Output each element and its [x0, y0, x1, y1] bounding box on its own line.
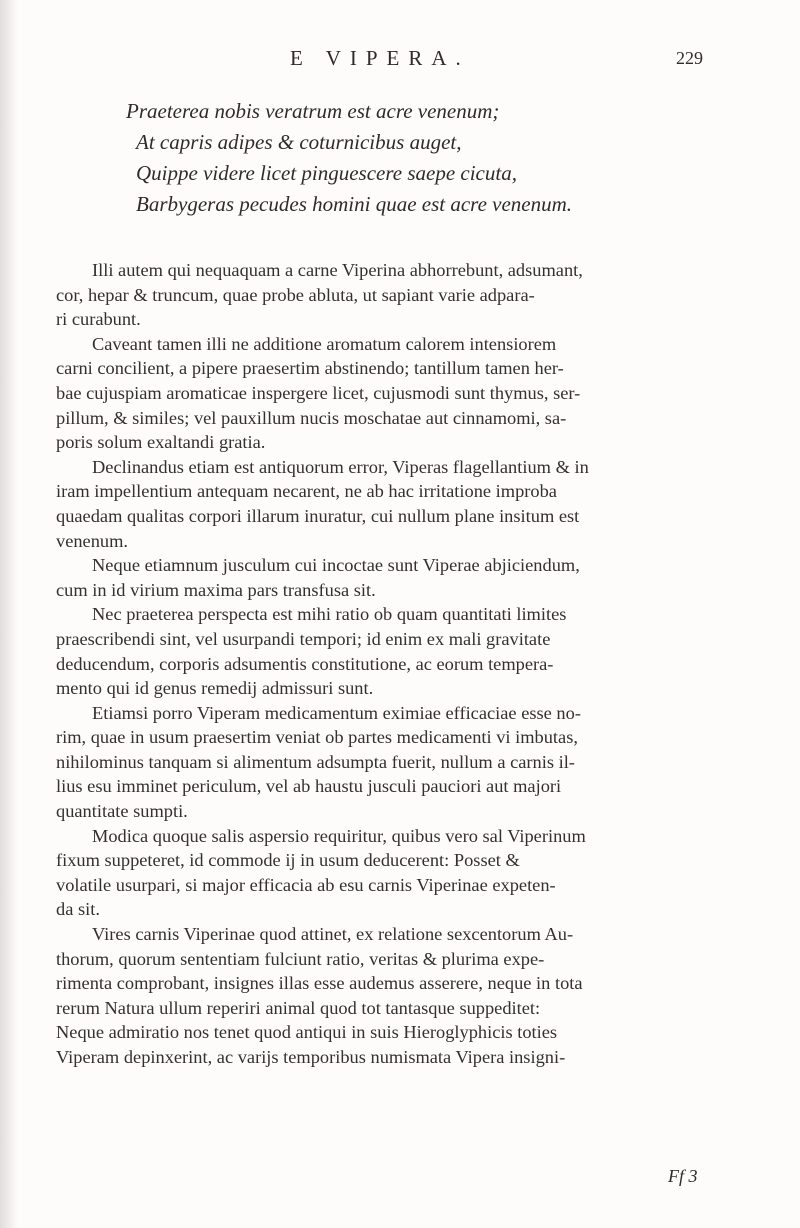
text-line: nihilominus tanquam si alimentum adsumpta fuerit, nullum a carnis il-	[56, 751, 575, 772]
paragraph	[56, 553, 768, 602]
paragraph	[56, 332, 768, 455]
text-line: Modica quoque salis aspersio requiritur, quibus vero sal Viperinum	[92, 825, 586, 846]
paragraph	[56, 602, 768, 700]
text-line: Declinandus etiam est antiquorum error, Viperas flagellantium & in	[92, 456, 589, 477]
paragraph	[56, 258, 768, 332]
paragraph	[56, 701, 768, 824]
text-line: quaedam qualitas corpori illarum inuratur, cui nullum plane insitum est	[56, 505, 580, 526]
text-line: Illi autem qui nequaquam a carne Viperina abhorrebunt, adsumant,	[92, 260, 583, 280]
page-number: 229	[676, 48, 703, 68]
paragraph	[56, 922, 768, 1070]
text-line: cor, hepar & truncum, quae probe abluta, ut sapiant varie adpara-	[56, 284, 535, 305]
text-line: rerum Natura ullum reperiri animal quod tot tantasque suppeditet:	[56, 997, 541, 1018]
text-line: Vires carnis Viperinae quod attinet, ex relatione sexcentorum Au-	[92, 924, 574, 945]
text-line: deducendum, corporis adsumentis constitutione, ac eorum tempera-	[56, 653, 554, 674]
paragraph	[56, 824, 768, 922]
text-line: poris solum exaltandi gratia.	[56, 432, 266, 453]
verse-line: At capris adipes & coturnicibus auget,	[136, 130, 462, 154]
text-line: da sit.	[56, 899, 100, 920]
text-line: Caveant tamen illi ne additione aromatum calorem intensiorem	[92, 333, 557, 354]
text-line: ri curabunt.	[56, 309, 141, 330]
text-line: rim, quae in usum praesertim veniat ob partes medicamenti vi imbutas,	[56, 727, 578, 748]
text-line: fixum suppeteret, id commode ij in usum deducerent: Posset &	[56, 850, 520, 871]
verse-quotation	[126, 96, 706, 220]
text-line: Neque admiratio nos tenet quod antiqui in suis Hieroglyphicis toties	[56, 1022, 558, 1043]
text-line: praescribendi sint, vel usurpandi tempori; id enim ex mali gravitate	[56, 628, 551, 649]
verse-line: Quippe videre licet pinguescere saepe cicuta,	[136, 161, 517, 185]
text-line: thorum, quorum sententiam fulciunt ratio, veritas & plurima expe-	[56, 948, 545, 969]
running-title: E VIPERA.	[290, 46, 470, 70]
text-line: quantitate sumpti.	[56, 801, 188, 822]
text-line: Nec praeterea perspecta est mihi ratio ob quam quantitati limites	[92, 604, 567, 625]
text-line: Neque etiamnum jusculum cui incoctae sunt Viperae abjiciendum,	[92, 555, 580, 576]
body-text	[56, 258, 768, 1070]
text-line: pillum, & similes; vel pauxillum nucis moschatae aut cinnamomi, sa-	[56, 407, 567, 428]
text-line: bae cujuspiam aromaticae inspergere licet, cujusmodi sunt thymus, ser-	[56, 382, 581, 403]
text-line: Viperam depinxerint, ac varijs temporibus numismata Vipera insigni-	[56, 1047, 566, 1067]
text-line: cum in id virium maxima pars transfusa sit.	[56, 579, 376, 600]
paragraph	[56, 455, 768, 553]
text-line: lius esu imminet periculum, vel ab haustu jusculi pauciori aut majori	[56, 776, 562, 797]
signature-mark: Ff 3	[668, 1166, 698, 1186]
text-line: iram impellentium antequam necarent, ne ab hac irritatione improba	[56, 481, 557, 502]
verse-line: Praeterea nobis veratrum est acre venenum;	[126, 99, 500, 123]
text-line: carni concilient, a pipere praesertim abstinendo; tantillum tamen her-	[56, 358, 564, 379]
page-gutter-shadow	[0, 0, 18, 1228]
text-line: Etiamsi porro Viperam medicamentum eximiae efficaciae esse no-	[92, 702, 581, 723]
running-head	[0, 46, 800, 76]
verse-line: Barbygeras pecudes homini quae est acre venenum.	[136, 192, 573, 216]
text-line: volatile usurpari, si major efficacia ab esu carnis Viperinae expeten-	[56, 874, 556, 895]
text-line: rimenta comprobant, insignes illas esse audemus asserere, neque in tota	[56, 973, 583, 994]
text-line: mento qui id genus remedij admissuri sunt.	[56, 678, 374, 699]
text-line: venenum.	[56, 530, 129, 551]
